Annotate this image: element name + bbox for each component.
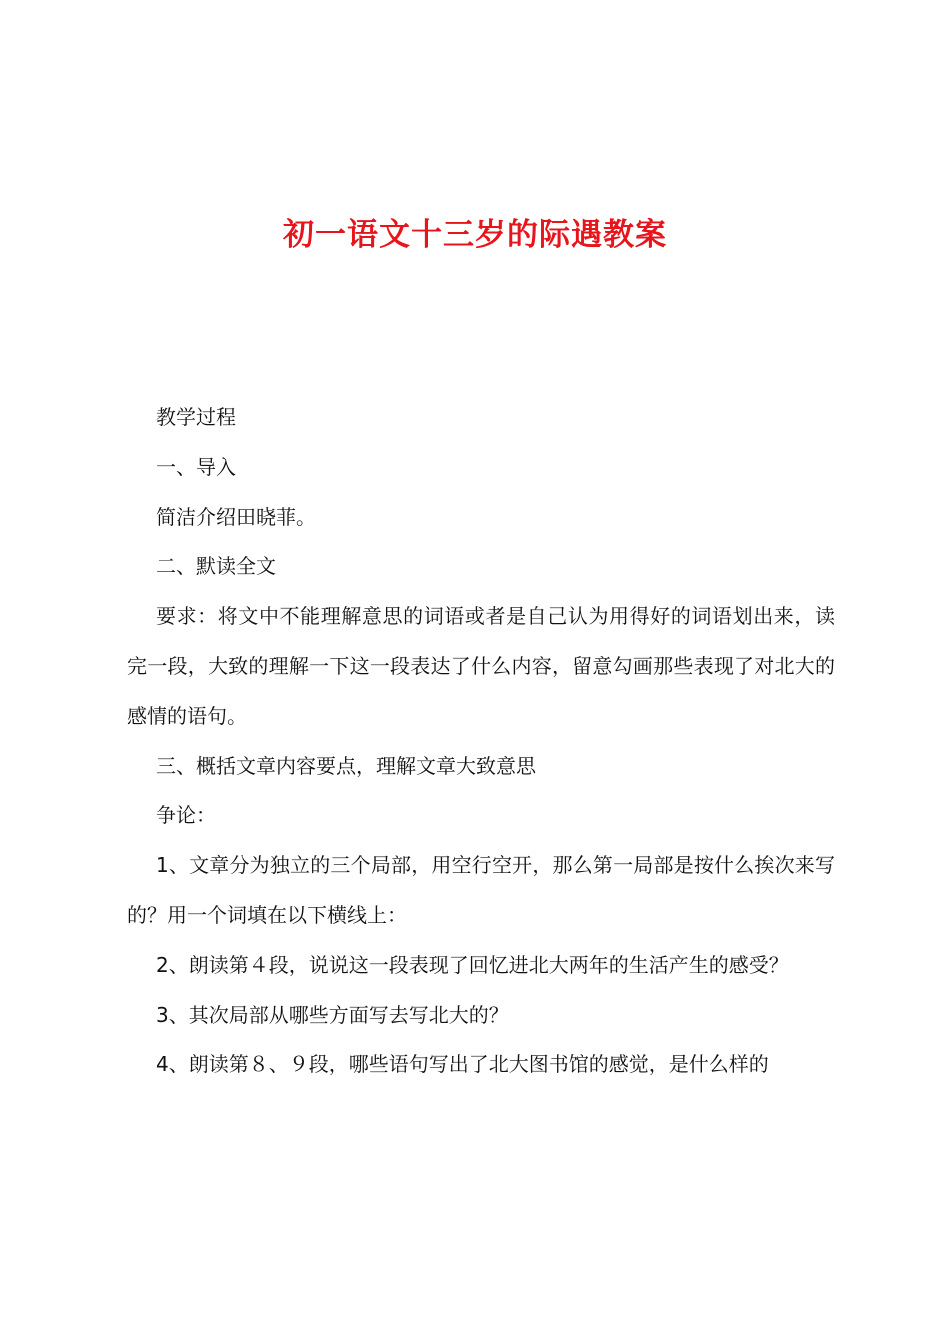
paragraph-teaching-process: 教学过程 bbox=[156, 405, 236, 429]
paragraph-reading-requirements: 要求：将文中不能理解意思的词语或者是自己认为用得好的词语划出来，读完一段，大致的理解一下这一段表达了什么内容，留意勾画那些表现了对北大的感情的语句。 bbox=[127, 604, 835, 728]
paragraph-discussion-label: 争论： bbox=[156, 803, 216, 828]
paragraph-question-2: 2、朗读第４段，说说这一段表现了回忆进北大两年的生活产生的感受？ bbox=[156, 952, 789, 977]
document-body bbox=[127, 393, 835, 1090]
paragraph-section-2-heading: 二、默读全文 bbox=[156, 554, 276, 579]
paragraph-author-intro: 简洁介绍田晓菲。 bbox=[156, 504, 316, 529]
paragraph-question-3: 3、其次局部从哪些方面写去写北大的？ bbox=[156, 1002, 509, 1027]
paragraph-section-3-heading: 三、概括文章内容要点，理解文章大致意思 bbox=[156, 753, 536, 778]
document-title: 初一语文十三岁的际遇教案 bbox=[283, 217, 667, 253]
paragraph-section-1-heading: 一、导入 bbox=[156, 454, 236, 479]
paragraph-question-4: 4、朗读第８、９段，哪些语句写出了北大图书馆的感觉，是什么样的 bbox=[156, 1052, 769, 1077]
paragraph-question-1: 1、文章分为独立的三个局部，用空行空开，那么第一局部是按什么挨次来写的？用一个词填在以下横线上： bbox=[127, 853, 835, 927]
